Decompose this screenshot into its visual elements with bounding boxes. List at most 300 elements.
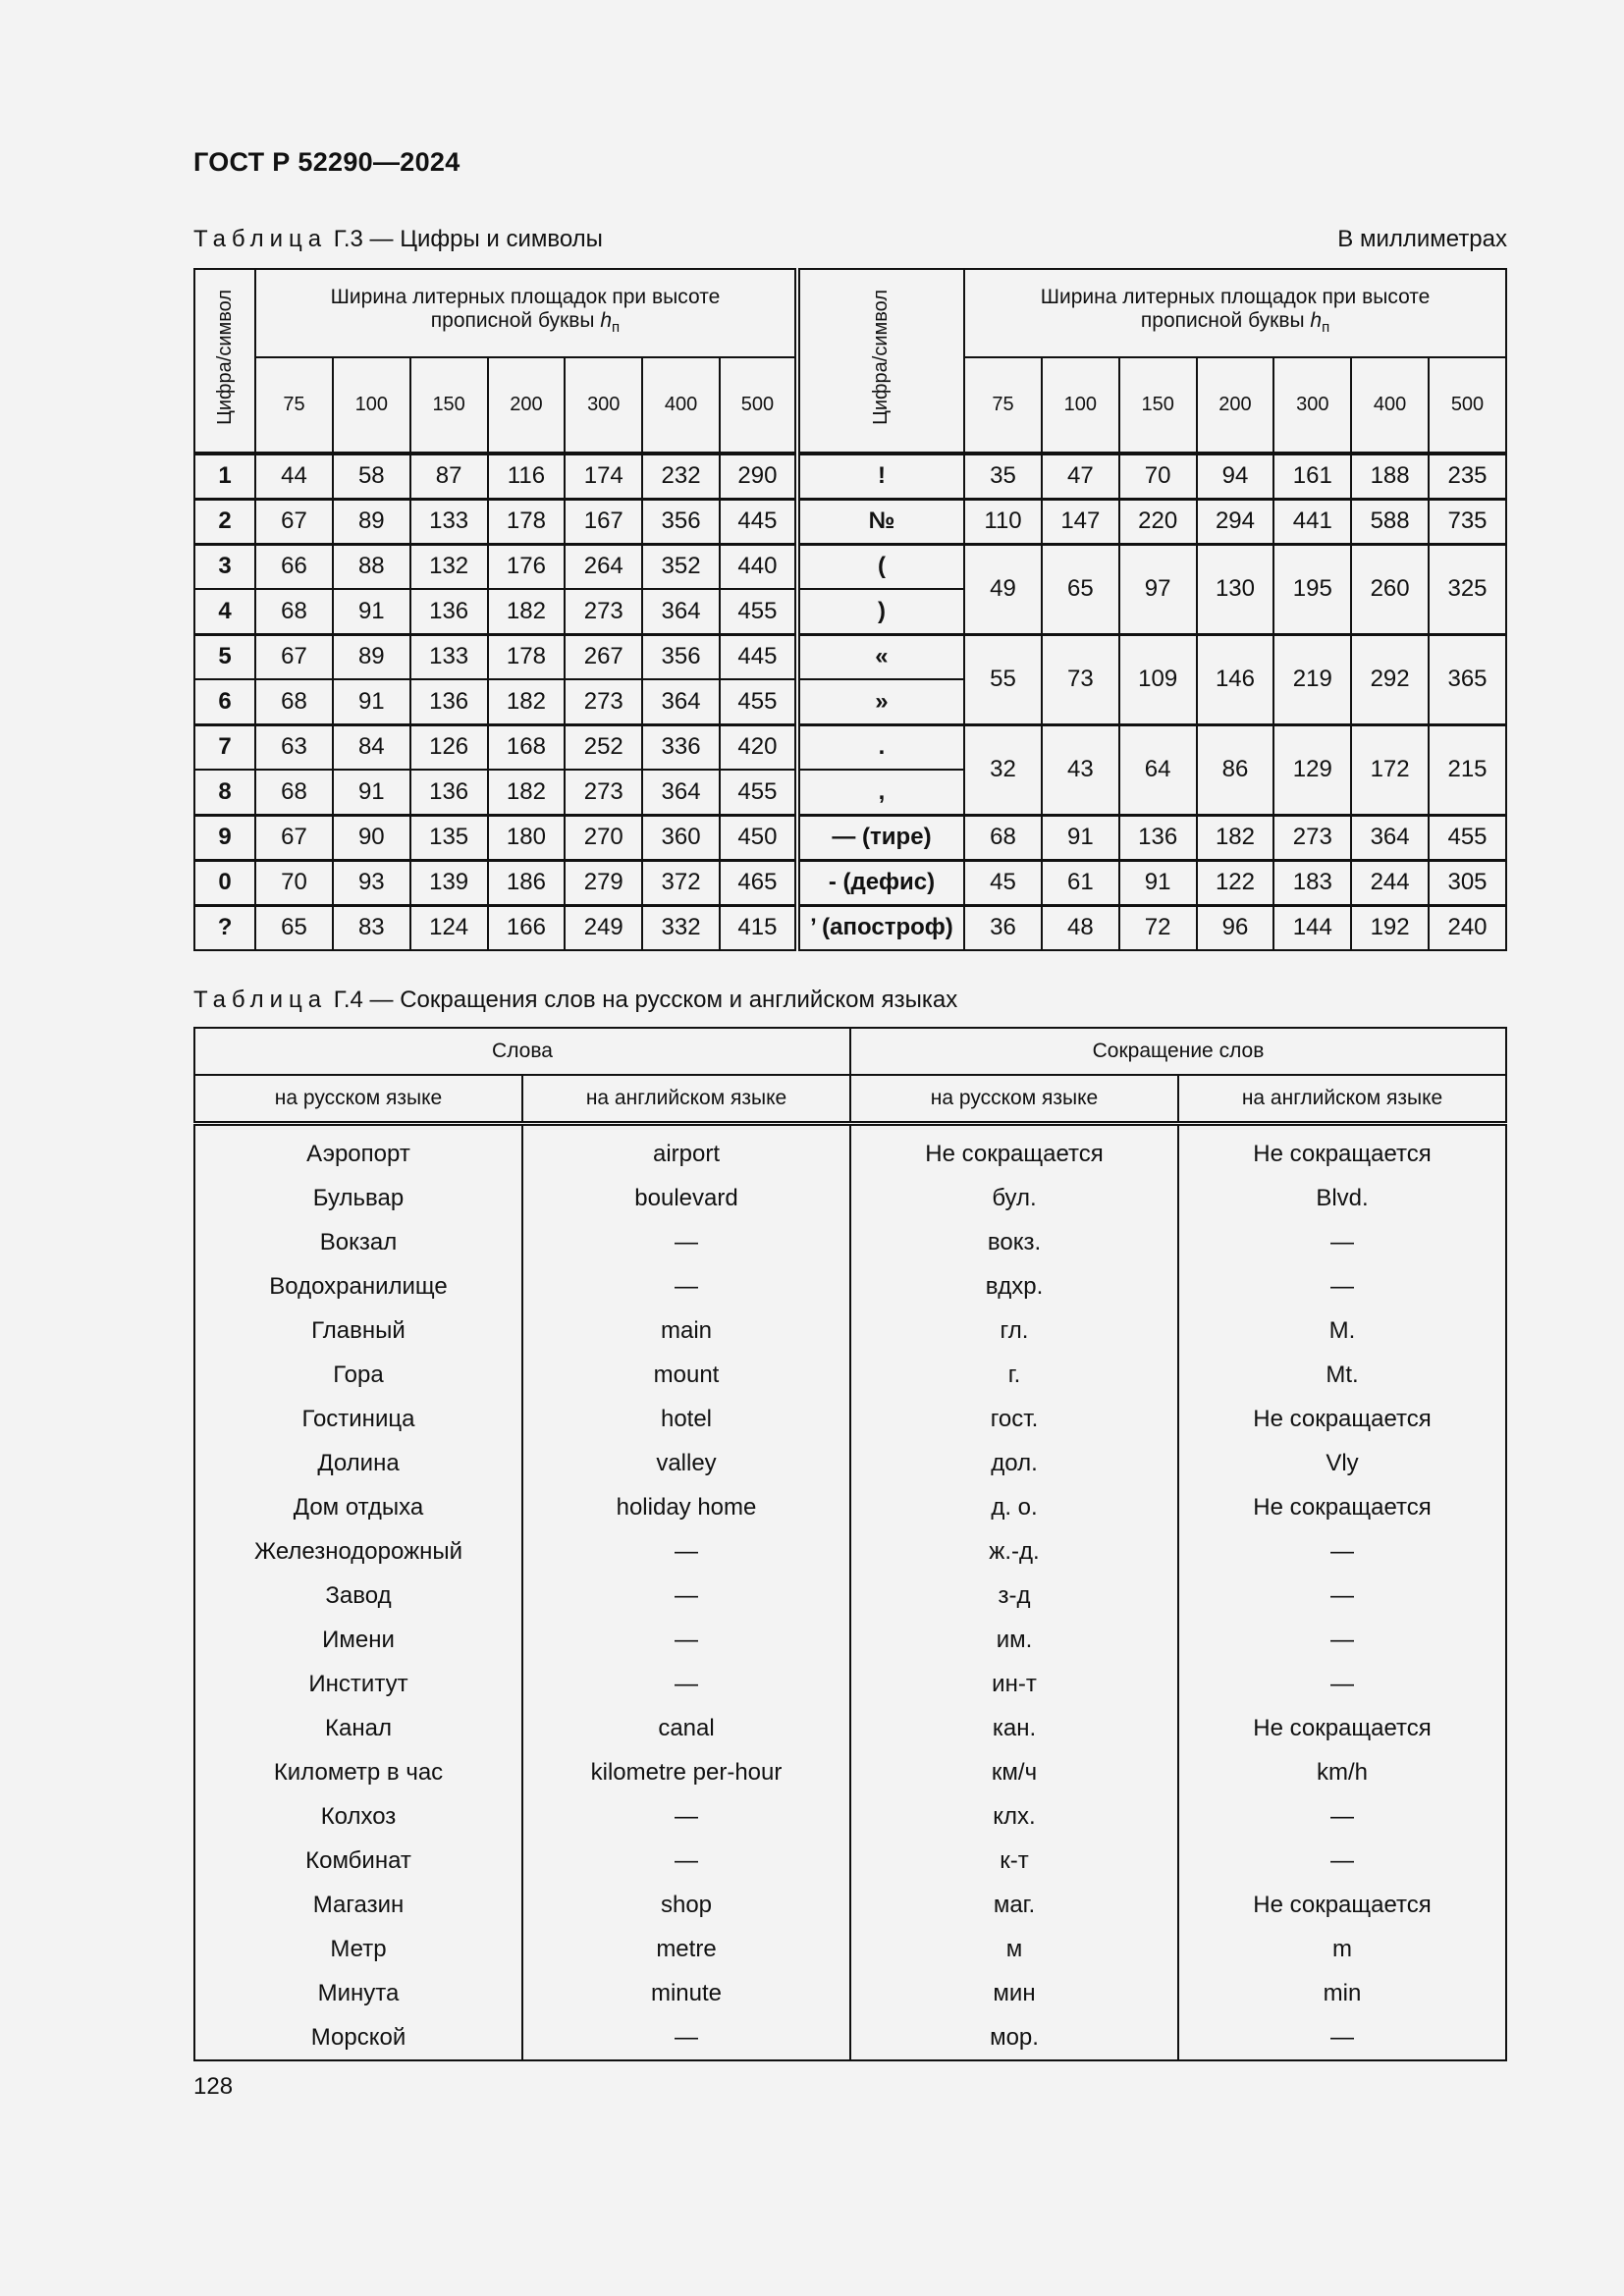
table4-cell: Километр в час <box>194 1750 522 1794</box>
table3-cell: 58 <box>333 454 410 499</box>
table3-cell: 130 <box>1197 544 1274 634</box>
table3-cell: 166 <box>488 905 566 950</box>
table4-cell: m <box>1178 1927 1506 1971</box>
table3-cell: 178 <box>488 634 566 679</box>
table4-group-abbr: Сокращение слов <box>850 1028 1506 1075</box>
table3-height-header: 150 <box>410 357 488 454</box>
table4-cell: hotel <box>522 1397 850 1441</box>
table3-cell: 67 <box>255 634 333 679</box>
table3-cell: 32 <box>964 724 1042 815</box>
table3-cell: 174 <box>565 454 642 499</box>
table3-cell: 86 <box>1197 724 1274 815</box>
table3-cell: 455 <box>1429 815 1506 860</box>
table4-cell: Институт <box>194 1662 522 1706</box>
table4-cell: Главный <box>194 1308 522 1353</box>
table4-cell: мор. <box>850 2015 1178 2060</box>
table4-cell: ин-т <box>850 1662 1178 1706</box>
table3-symbol: ’ (апостроф) <box>797 905 964 950</box>
table3-cell: 215 <box>1429 724 1506 815</box>
table3-cell: 129 <box>1273 724 1351 815</box>
table4-cell: Vly <box>1178 1441 1506 1485</box>
table-row <box>194 1485 1506 1529</box>
table4-cell: маг. <box>850 1883 1178 1927</box>
table4-cell: holiday home <box>522 1485 850 1529</box>
table4-cell: — <box>1178 2015 1506 2060</box>
table3-cell: 88 <box>333 544 410 589</box>
table4-cell: canal <box>522 1706 850 1750</box>
table-row <box>194 1706 1506 1750</box>
table4-cell: Минута <box>194 1971 522 2015</box>
table4-cell: — <box>522 1618 850 1662</box>
table3-cell: 66 <box>255 544 333 589</box>
table-row <box>194 634 1506 679</box>
table3-digit: 4 <box>194 589 255 634</box>
table4-cell: Железнодорожный <box>194 1529 522 1574</box>
table4-cell: valley <box>522 1441 850 1485</box>
table3-cell: 91 <box>1119 860 1197 905</box>
table4-cell: Дом отдыха <box>194 1485 522 1529</box>
table3-cell: 294 <box>1197 499 1274 544</box>
table3-cell: 91 <box>333 589 410 634</box>
table3-cell: 136 <box>1119 815 1197 860</box>
table-row <box>194 1794 1506 1839</box>
table4-cell: Не сокращается <box>1178 1124 1506 1177</box>
table4-cell: — <box>1178 1794 1506 1839</box>
table4-cell: Не сокращается <box>850 1124 1178 1177</box>
table3-cell: 136 <box>410 770 488 815</box>
table3-cell: 168 <box>488 724 566 770</box>
table4-caption <box>193 987 957 1014</box>
table3-cell: 450 <box>720 815 797 860</box>
table3-cell: 440 <box>720 544 797 589</box>
table4-cell: Долина <box>194 1441 522 1485</box>
table3-cell: 172 <box>1351 724 1429 815</box>
table3-cell: 260 <box>1351 544 1429 634</box>
table3-height-header: 200 <box>1197 357 1274 454</box>
table4-cell: shop <box>522 1883 850 1927</box>
table3-cell: 270 <box>565 815 642 860</box>
table3-digit: 9 <box>194 815 255 860</box>
table3-cell: 109 <box>1119 634 1197 724</box>
table3-cell: 182 <box>488 679 566 724</box>
table3-cell: 90 <box>333 815 410 860</box>
table-row <box>194 454 1506 499</box>
table4-cell: бул. <box>850 1176 1178 1220</box>
table3-cell: 44 <box>255 454 333 499</box>
table3-cell: 73 <box>1042 634 1119 724</box>
table4-cell: Не сокращается <box>1178 1397 1506 1441</box>
table3-cell: 240 <box>1429 905 1506 950</box>
table3-cell: 84 <box>333 724 410 770</box>
table4-cell: airport <box>522 1124 850 1177</box>
page-number: 128 <box>193 2073 234 2100</box>
table4-group-words: Слова <box>194 1028 850 1075</box>
table3-cell: 273 <box>565 679 642 724</box>
table3-cell: 68 <box>255 770 333 815</box>
table3-cell: 135 <box>410 815 488 860</box>
table4-cell: — <box>1178 1618 1506 1662</box>
table3-cell: 147 <box>1042 499 1119 544</box>
table-row <box>194 1662 1506 1706</box>
table3-cell: 136 <box>410 679 488 724</box>
table4-cell: min <box>1178 1971 1506 2015</box>
table4-caption-title: Г.4 — Сокращения слов на русском и английском языках <box>327 987 958 1013</box>
table-abbreviations <box>193 1027 1507 2061</box>
table4-cell: м <box>850 1927 1178 1971</box>
table3-height-header: 400 <box>642 357 720 454</box>
table4-subheader: на русском языке <box>194 1075 522 1124</box>
table3-cell: 244 <box>1351 860 1429 905</box>
table-row <box>194 1264 1506 1308</box>
table3-digit: 5 <box>194 634 255 679</box>
table3-digit: 6 <box>194 679 255 724</box>
table3-symbol: , <box>797 770 964 815</box>
table3-cell: 455 <box>720 770 797 815</box>
table3-cell: 136 <box>410 589 488 634</box>
table3-cell: 332 <box>642 905 720 950</box>
table3-cell: 183 <box>1273 860 1351 905</box>
table-row <box>194 1124 1506 1177</box>
table3-cell: 235 <box>1429 454 1506 499</box>
table3-cell: 96 <box>1197 905 1274 950</box>
table4-cell: — <box>522 1264 850 1308</box>
table-row <box>194 1883 1506 1927</box>
table3-cell: 360 <box>642 815 720 860</box>
table3-cell: 55 <box>964 634 1042 724</box>
table3-digit: 0 <box>194 860 255 905</box>
table3-height-header: 150 <box>1119 357 1197 454</box>
table3-cell: 47 <box>1042 454 1119 499</box>
table3-cell: 43 <box>1042 724 1119 815</box>
table3-cell: 290 <box>720 454 797 499</box>
table3-cell: 110 <box>964 499 1042 544</box>
table-row <box>194 1971 1506 2015</box>
table3-width-header-left: Ширина литерных площадок при высоте прописной буквы $h_п$ <box>255 269 797 357</box>
table3-cell: 139 <box>410 860 488 905</box>
table4-cell: Гора <box>194 1353 522 1397</box>
table3-cell: 124 <box>410 905 488 950</box>
table4-subheader: на русском языке <box>850 1075 1178 1124</box>
table3-cell: 232 <box>642 454 720 499</box>
table3-height-header: 75 <box>255 357 333 454</box>
table3-digit: 3 <box>194 544 255 589</box>
table4-cell: им. <box>850 1618 1178 1662</box>
table3-cell: 364 <box>642 589 720 634</box>
table4-cell: км/ч <box>850 1750 1178 1794</box>
table3-cell: 195 <box>1273 544 1351 634</box>
table3-cell: 455 <box>720 679 797 724</box>
table4-cell: — <box>1178 1529 1506 1574</box>
table3-cell: 273 <box>1273 815 1351 860</box>
table4-cell: Бульвар <box>194 1176 522 1220</box>
table4-cell: — <box>522 1794 850 1839</box>
table4-cell: main <box>522 1308 850 1353</box>
table3-cell: 67 <box>255 499 333 544</box>
table3-symbol: « <box>797 634 964 679</box>
table3-cell: 420 <box>720 724 797 770</box>
table3-cell: 70 <box>255 860 333 905</box>
table3-symbol: № <box>797 499 964 544</box>
table3-cell: 49 <box>964 544 1042 634</box>
table-row <box>194 815 1506 860</box>
table4-cell: Аэропорт <box>194 1124 522 1177</box>
table4-cell: гост. <box>850 1397 1178 1441</box>
table3-cell: 126 <box>410 724 488 770</box>
table3-cell: 87 <box>410 454 488 499</box>
table-row <box>194 1308 1506 1353</box>
table3-cell: 364 <box>642 679 720 724</box>
table4-cell: — <box>1178 1662 1506 1706</box>
table4-cell: з-д <box>850 1574 1178 1618</box>
table4-cell: Гостиница <box>194 1397 522 1441</box>
table-row <box>194 905 1506 950</box>
table3-cell: 188 <box>1351 454 1429 499</box>
table3-cell: 252 <box>565 724 642 770</box>
table3-cell: 116 <box>488 454 566 499</box>
table3-cell: 63 <box>255 724 333 770</box>
table3-cell: 325 <box>1429 544 1506 634</box>
table-row <box>194 1750 1506 1794</box>
table4-cell: ж.-д. <box>850 1529 1178 1574</box>
table4-cell: — <box>1178 1839 1506 1883</box>
table3-cell: 72 <box>1119 905 1197 950</box>
table4-caption-word: Таблица <box>193 987 328 1013</box>
table4-cell: — <box>522 1839 850 1883</box>
table3-cell: 182 <box>1197 815 1274 860</box>
table3-digit: 7 <box>194 724 255 770</box>
table3-cell: 146 <box>1197 634 1274 724</box>
table3-col-symbol-left: Цифра/символ <box>194 269 255 454</box>
table4-cell: Колхоз <box>194 1794 522 1839</box>
table4-cell: Имени <box>194 1618 522 1662</box>
table3-height-header: 500 <box>1429 357 1506 454</box>
table3-cell: 133 <box>410 634 488 679</box>
table4-cell: Магазин <box>194 1883 522 1927</box>
table3-digit: 1 <box>194 454 255 499</box>
table3-cell: 264 <box>565 544 642 589</box>
table4-cell: Завод <box>194 1574 522 1618</box>
table4-cell: Водохранилище <box>194 1264 522 1308</box>
table3-cell: 445 <box>720 634 797 679</box>
table3-cell: 176 <box>488 544 566 589</box>
table4-cell: Blvd. <box>1178 1176 1506 1220</box>
table3-cell: 220 <box>1119 499 1197 544</box>
table3-cell: 735 <box>1429 499 1506 544</box>
table3-cell: 372 <box>642 860 720 905</box>
table4-cell: к-т <box>850 1839 1178 1883</box>
table3-cell: 365 <box>1429 634 1506 724</box>
table4-cell: Морской <box>194 2015 522 2060</box>
table-digits-symbols <box>193 268 1507 951</box>
table3-cell: 122 <box>1197 860 1274 905</box>
table4-cell: metre <box>522 1927 850 1971</box>
table4-cell: — <box>522 1662 850 1706</box>
table-row <box>194 1397 1506 1441</box>
table3-symbol: ! <box>797 454 964 499</box>
table3-cell: 364 <box>642 770 720 815</box>
table3-cell: 249 <box>565 905 642 950</box>
table3-height-header: 200 <box>488 357 566 454</box>
table4-cell: minute <box>522 1971 850 2015</box>
table-row <box>194 1927 1506 1971</box>
table4-subheader: на английском языке <box>1178 1075 1506 1124</box>
table3-cell: 279 <box>565 860 642 905</box>
table3-height-header: 300 <box>1273 357 1351 454</box>
table4-cell: Комбинат <box>194 1839 522 1883</box>
table3-cell: 588 <box>1351 499 1429 544</box>
table3-cell: 91 <box>333 770 410 815</box>
table3-cell: 167 <box>565 499 642 544</box>
table3-cell: 192 <box>1351 905 1429 950</box>
table4-cell: гл. <box>850 1308 1178 1353</box>
table3-cell: 186 <box>488 860 566 905</box>
table3-cell: 182 <box>488 589 566 634</box>
table4-cell: дол. <box>850 1441 1178 1485</box>
table3-cell: 219 <box>1273 634 1351 724</box>
table4-cell: Не сокращается <box>1178 1485 1506 1529</box>
table3-cell: 91 <box>333 679 410 724</box>
table4-cell: вдхр. <box>850 1264 1178 1308</box>
table4-cell: клх. <box>850 1794 1178 1839</box>
table4-cell: мин <box>850 1971 1178 2015</box>
table3-cell: 68 <box>255 589 333 634</box>
table4-cell: kilometre per-hour <box>522 1750 850 1794</box>
table3-cell: 132 <box>410 544 488 589</box>
table3-cell: 35 <box>964 454 1042 499</box>
table3-cell: 68 <box>964 815 1042 860</box>
table3-caption-word: Таблица <box>193 226 328 252</box>
table3-cell: 70 <box>1119 454 1197 499</box>
table3-cell: 65 <box>1042 544 1119 634</box>
table-row <box>194 1220 1506 1264</box>
table3-cell: 292 <box>1351 634 1429 724</box>
table3-cell: 64 <box>1119 724 1197 815</box>
table4-cell: Метр <box>194 1927 522 1971</box>
table3-width-header-right: Ширина литерных площадок при высоте прописной буквы $h_п$ <box>964 269 1506 357</box>
table3-symbol: ( <box>797 544 964 589</box>
table3-symbol: ) <box>797 589 964 634</box>
table3-cell: 336 <box>642 724 720 770</box>
table3-cell: 68 <box>255 679 333 724</box>
table3-cell: 178 <box>488 499 566 544</box>
table3-cell: 91 <box>1042 815 1119 860</box>
table3-cell: 182 <box>488 770 566 815</box>
table-row <box>194 1176 1506 1220</box>
table-row <box>194 2015 1506 2060</box>
table3-cell: 415 <box>720 905 797 950</box>
table3-height-header: 300 <box>565 357 642 454</box>
table3-cell: 364 <box>1351 815 1429 860</box>
table3-cell: 89 <box>333 499 410 544</box>
table3-cell: 144 <box>1273 905 1351 950</box>
table3-cell: 273 <box>565 589 642 634</box>
table4-cell: boulevard <box>522 1176 850 1220</box>
table3-cell: 161 <box>1273 454 1351 499</box>
table3-cell: 267 <box>565 634 642 679</box>
table3-cell: 65 <box>255 905 333 950</box>
table3-symbol: » <box>797 679 964 724</box>
table-row <box>194 1574 1506 1618</box>
table3-height-header: 100 <box>1042 357 1119 454</box>
table3-units: В миллиметрах <box>1337 226 1507 252</box>
table3-caption <box>193 226 603 253</box>
table4-cell: Mt. <box>1178 1353 1506 1397</box>
table4-cell: — <box>1178 1574 1506 1618</box>
table-row <box>194 544 1506 589</box>
table3-col-symbol-right: Цифра/символ <box>797 269 964 454</box>
table-row <box>194 1353 1506 1397</box>
table3-caption-title: Г.3 — Цифры и символы <box>327 226 603 252</box>
table-row <box>194 724 1506 770</box>
table4-cell: д. о. <box>850 1485 1178 1529</box>
table-row <box>194 1529 1506 1574</box>
table4-cell: Канал <box>194 1706 522 1750</box>
table-row <box>194 1839 1506 1883</box>
table4-cell: Не сокращается <box>1178 1883 1506 1927</box>
table3-height-header: 500 <box>720 357 797 454</box>
table3-cell: 352 <box>642 544 720 589</box>
table-row <box>194 499 1506 544</box>
table3-cell: 93 <box>333 860 410 905</box>
table4-cell: — <box>522 1574 850 1618</box>
table-row <box>194 1441 1506 1485</box>
table3-cell: 305 <box>1429 860 1506 905</box>
table3-cell: 83 <box>333 905 410 950</box>
table3-cell: 94 <box>1197 454 1274 499</box>
table4-cell: г. <box>850 1353 1178 1397</box>
table-row <box>194 860 1506 905</box>
table4-cell: Вокзал <box>194 1220 522 1264</box>
table3-cell: 445 <box>720 499 797 544</box>
table3-height-header: 400 <box>1351 357 1429 454</box>
table3-cell: 356 <box>642 499 720 544</box>
table3-digit: 8 <box>194 770 255 815</box>
table3-cell: 133 <box>410 499 488 544</box>
table3-symbol: — (тире) <box>797 815 964 860</box>
table3-cell: 273 <box>565 770 642 815</box>
table4-cell: — <box>522 1529 850 1574</box>
table4-cell: — <box>1178 1220 1506 1264</box>
table3-cell: 67 <box>255 815 333 860</box>
table3-height-header: 100 <box>333 357 410 454</box>
table3-cell: 61 <box>1042 860 1119 905</box>
table3-cell: 465 <box>720 860 797 905</box>
table3-cell: 441 <box>1273 499 1351 544</box>
table4-cell: — <box>1178 1264 1506 1308</box>
table4-cell: M. <box>1178 1308 1506 1353</box>
table4-cell: — <box>522 2015 850 2060</box>
table4-cell: вокз. <box>850 1220 1178 1264</box>
table3-cell: 48 <box>1042 905 1119 950</box>
table3-cell: 89 <box>333 634 410 679</box>
table3-height-header: 75 <box>964 357 1042 454</box>
table3-symbol: . <box>797 724 964 770</box>
table3-cell: 36 <box>964 905 1042 950</box>
table4-cell: — <box>522 1220 850 1264</box>
table4-subheader: на английском языке <box>522 1075 850 1124</box>
page-header: ГОСТ Р 52290—2024 <box>193 147 460 177</box>
table3-cell: 455 <box>720 589 797 634</box>
table3-digit: ? <box>194 905 255 950</box>
table4-cell: mount <box>522 1353 850 1397</box>
table4-cell: km/h <box>1178 1750 1506 1794</box>
table3-cell: 180 <box>488 815 566 860</box>
table3-digit: 2 <box>194 499 255 544</box>
table3-cell: 356 <box>642 634 720 679</box>
table3-cell: 97 <box>1119 544 1197 634</box>
table4-cell: кан. <box>850 1706 1178 1750</box>
table4-cell: Не сокращается <box>1178 1706 1506 1750</box>
